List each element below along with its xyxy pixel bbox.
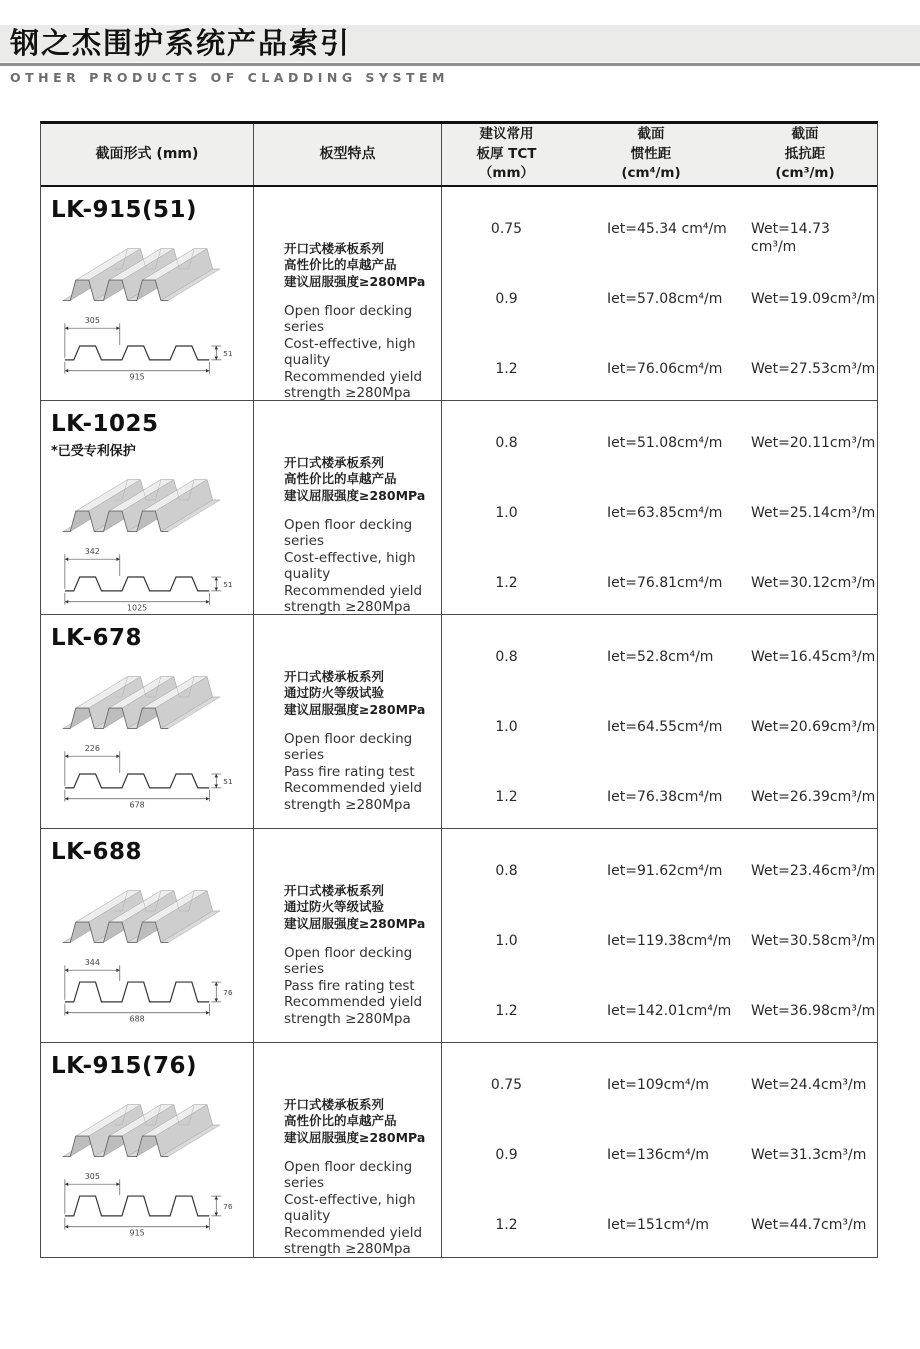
features-chinese: 开口式楼承板系列 通过防火等级试验 建议屈服强度≥280MPa: [284, 669, 426, 717]
cross-section-drawing: [53, 1170, 241, 1238]
inertia-value: Iet=76.06cm⁴/m: [607, 361, 723, 377]
product-note: [51, 654, 247, 656]
panel-features-cell: [254, 187, 442, 402]
resistance-value: Wet=27.53cm³/m: [751, 361, 876, 377]
svg-text:51: 51: [223, 348, 233, 358]
section-form-cell: [41, 615, 254, 828]
section-form-cell: [41, 401, 254, 616]
resistance-value: Wet=36.98cm³/m: [751, 1003, 876, 1019]
title-bar: [0, 25, 920, 62]
inertia-cell: [571, 829, 731, 1042]
product-name: LK-915(76): [51, 1053, 198, 1079]
column-header-thickness: 建议常用 板厚 TCT （mm）: [476, 126, 537, 182]
panel-features-cell: [254, 615, 442, 828]
svg-text:1025: 1025: [127, 603, 148, 613]
table-row: [41, 401, 877, 615]
svg-text:342: 342: [84, 547, 100, 557]
deck-3d-illustration: [58, 1088, 236, 1162]
table-row: [41, 615, 877, 829]
thickness-value: 0.9: [495, 1147, 518, 1163]
resistance-value: Wet=30.58cm³/m: [751, 933, 876, 949]
features-english: Open floor decking series Cost-effective, high quality Recommended yield strength ≥280Mpa: [284, 302, 423, 402]
svg-text:344: 344: [84, 958, 100, 968]
column-header-section-form: 截面形式 (mm): [41, 124, 254, 185]
thickness-value: 0.75: [490, 1077, 523, 1093]
deck-3d-illustration: [58, 660, 236, 734]
inertia-value: Iet=57.08cm⁴/m: [607, 291, 723, 307]
resistance-value: Wet=24.4cm³/m: [751, 1077, 867, 1093]
thickness-value: 1.2: [495, 1003, 518, 1019]
resistance-value: Wet=16.45cm³/m: [751, 649, 876, 665]
inertia-value: Iet=119.38cm⁴/m: [607, 933, 732, 949]
thickness-value: 0.9: [495, 291, 518, 307]
svg-text:226: 226: [84, 744, 100, 754]
inertia-value: Iet=109cm⁴/m: [607, 1077, 709, 1093]
column-header-inertia: 截面 惯性距 (cm⁴/m): [621, 126, 681, 182]
inertia-value: Iet=63.85cm⁴/m: [607, 505, 723, 521]
panel-features-cell: [254, 1043, 442, 1258]
thickness-cell: [442, 401, 571, 616]
thickness-cell: [442, 829, 571, 1042]
resistance-value: Wet=25.14cm³/m: [751, 505, 876, 521]
resistance-cell: [731, 401, 879, 616]
svg-text:915: 915: [129, 372, 145, 382]
thickness-value: 1.0: [495, 719, 518, 735]
deck-3d-illustration: [58, 874, 236, 948]
page-title: 钢之杰围护系统产品索引: [10, 26, 352, 60]
inertia-value: Iet=76.38cm⁴/m: [607, 789, 723, 805]
resistance-value: Wet=19.09cm³/m: [751, 291, 876, 307]
inertia-value: Iet=91.62cm⁴/m: [607, 863, 723, 879]
inertia-cell: [571, 401, 731, 616]
product-note: *已受专利保护: [51, 444, 136, 459]
column-header-resistance: 截面 抵抗距 (cm³/m): [775, 126, 835, 182]
resistance-value: Wet=26.39cm³/m: [751, 789, 876, 805]
thickness-value: 0.8: [495, 435, 518, 451]
resistance-value: Wet=30.12cm³/m: [751, 575, 876, 591]
inertia-value: Iet=51.08cm⁴/m: [607, 435, 723, 451]
features-chinese: 开口式楼承板系列 高性价比的卓越产品 建议屈服强度≥280MPa: [284, 241, 426, 289]
thickness-value: 1.2: [495, 575, 518, 591]
features-chinese: 开口式楼承板系列 高性价比的卓越产品 建议屈服强度≥280MPa: [284, 455, 426, 503]
resistance-value: Wet=31.3cm³/m: [751, 1147, 867, 1163]
svg-text:678: 678: [129, 800, 145, 810]
product-name: LK-678: [51, 625, 143, 651]
svg-text:76: 76: [223, 1201, 233, 1211]
svg-text:51: 51: [223, 776, 233, 786]
section-form-cell: [41, 1043, 254, 1258]
svg-text:305: 305: [84, 316, 100, 326]
features-english: Open floor decking series Cost-effective, high quality Recommended yield strength ≥280Mpa: [284, 1158, 423, 1258]
inertia-value: Iet=52.8cm⁴/m: [607, 649, 714, 665]
features-english: Open floor decking series Pass fire rating test Recommended yield strength ≥280Mpa: [284, 944, 423, 1027]
inertia-value: Iet=136cm⁴/m: [607, 1147, 709, 1163]
product-note: [51, 226, 247, 228]
product-name: LK-915(51): [51, 197, 198, 223]
resistance-cell: [731, 615, 879, 828]
product-name: LK-688: [51, 839, 143, 865]
thickness-value: 1.2: [495, 1217, 518, 1233]
cross-section-drawing: [53, 956, 241, 1024]
table-row: [41, 1043, 877, 1257]
column-header-panel-features: 板型特点: [254, 124, 442, 185]
table-header-row: [41, 124, 877, 187]
resistance-cell: [731, 187, 879, 402]
title-divider: [0, 63, 920, 66]
panel-features-cell: [254, 401, 442, 616]
svg-text:688: 688: [129, 1014, 145, 1024]
inertia-cell: [571, 615, 731, 828]
thickness-value: 1.0: [495, 505, 518, 521]
resistance-value: Wet=23.46cm³/m: [751, 863, 876, 879]
table-row: [41, 829, 877, 1043]
resistance-value: Wet=20.69cm³/m: [751, 719, 876, 735]
inertia-cell: [571, 1043, 731, 1258]
inertia-value: Iet=45.34 cm⁴/m: [607, 221, 727, 237]
product-note: [51, 1082, 247, 1084]
deck-3d-illustration: [58, 232, 236, 306]
resistance-value: Wet=20.11cm³/m: [751, 435, 876, 451]
page-subtitle: OTHER PRODUCTS OF CLADDING SYSTEM: [10, 70, 449, 85]
thickness-cell: [442, 1043, 571, 1258]
table-body: [41, 187, 877, 1257]
features-chinese: 开口式楼承板系列 通过防火等级试验 建议屈服强度≥280MPa: [284, 883, 426, 931]
table-row: [41, 187, 877, 401]
thickness-cell: [442, 615, 571, 828]
svg-text:76: 76: [223, 987, 233, 997]
cross-section-drawing: [53, 545, 241, 613]
section-form-cell: [41, 187, 254, 402]
inertia-value: Iet=76.81cm⁴/m: [607, 575, 723, 591]
thickness-value: 0.8: [495, 649, 518, 665]
resistance-cell: [731, 829, 879, 1042]
thickness-cell: [442, 187, 571, 402]
product-note: [51, 868, 247, 870]
thickness-value: 1.2: [495, 789, 518, 805]
cross-section-drawing: [53, 742, 241, 810]
features-chinese: 开口式楼承板系列 高性价比的卓越产品 建议屈服强度≥280MPa: [284, 1097, 426, 1145]
thickness-value: 1.0: [495, 933, 518, 949]
section-form-cell: [41, 829, 254, 1042]
inertia-value: Iet=151cm⁴/m: [607, 1217, 709, 1233]
inertia-value: Iet=64.55cm⁴/m: [607, 719, 723, 735]
svg-text:915: 915: [129, 1228, 145, 1238]
cross-section-drawing: [53, 314, 241, 382]
inertia-cell: [571, 187, 731, 402]
panel-features-cell: [254, 829, 442, 1042]
resistance-value: Wet=14.73 cm³/m: [751, 221, 830, 255]
resistance-value: Wet=44.7cm³/m: [751, 1217, 867, 1233]
page-header: [0, 25, 920, 85]
features-english: Open floor decking series Cost-effective, high quality Recommended yield strength ≥280Mpa: [284, 516, 423, 616]
thickness-value: 0.75: [490, 221, 523, 237]
product-spec-table: [40, 121, 878, 1258]
inertia-value: Iet=142.01cm⁴/m: [607, 1003, 732, 1019]
svg-text:51: 51: [223, 579, 233, 589]
thickness-value: 1.2: [495, 361, 518, 377]
features-english: Open floor decking series Pass fire rating test Recommended yield strength ≥280Mpa: [284, 730, 423, 813]
svg-text:305: 305: [84, 1172, 100, 1182]
product-name: LK-1025: [51, 411, 159, 437]
deck-3d-illustration: [58, 463, 236, 537]
resistance-cell: [731, 1043, 879, 1258]
thickness-value: 0.8: [495, 863, 518, 879]
